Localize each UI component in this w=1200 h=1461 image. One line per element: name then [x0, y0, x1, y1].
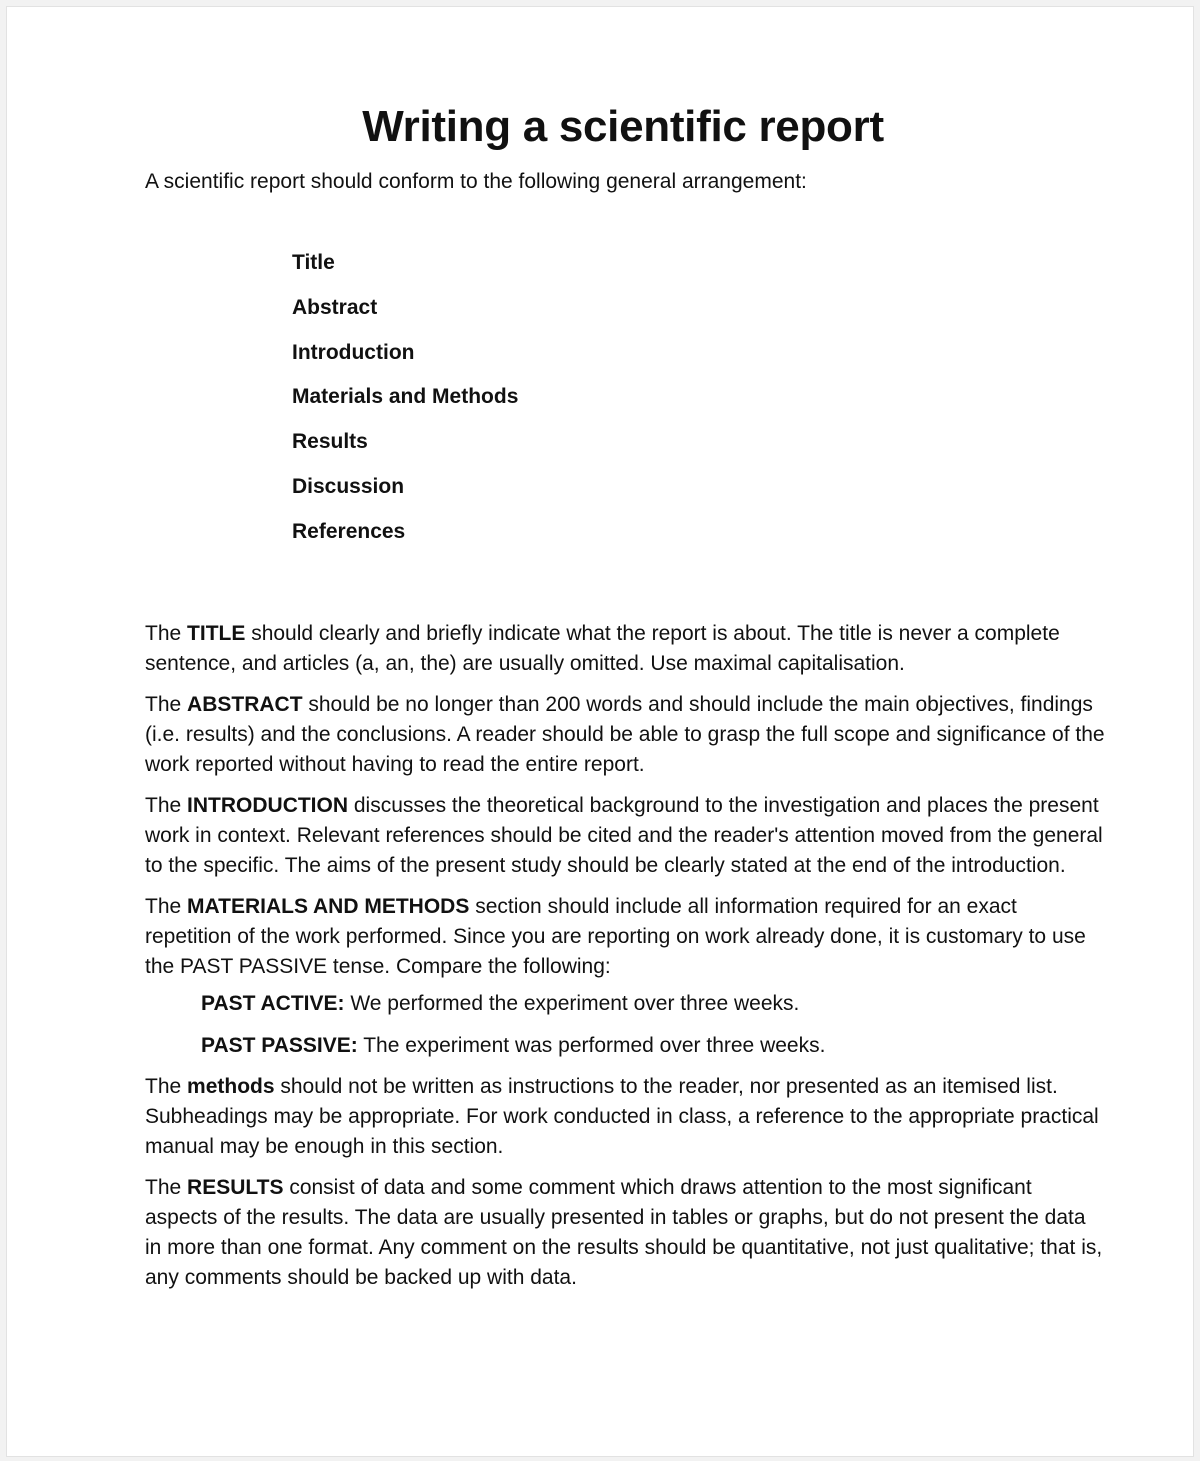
introduction-paragraph [145, 791, 1105, 881]
materials-methods-paragraph [145, 892, 1105, 982]
results-paragraph [145, 1173, 1105, 1293]
tense-examples [145, 988, 1105, 1061]
section-term-abstract: ABSTRACT [187, 693, 303, 716]
section-term-materials-methods: MATERIALS AND METHODS [187, 895, 470, 918]
outline-item-results: Results [292, 430, 368, 454]
past-passive-label: PAST PASSIVE: [201, 1034, 358, 1057]
past-active-text: We performed the experiment over three weeks. [344, 992, 800, 1015]
past-passive-text: The experiment was performed over three weeks. [357, 1034, 826, 1057]
paragraph-text: should be no longer than 200 words and should include the main objectives, findings (i.e. results) and the conclusions. A reader should be able to grasp the full scope and significance of the work reported without having to read the entire report. [145, 693, 1105, 776]
outline-item-discussion: Discussion [292, 474, 405, 498]
paragraph-text: section should include all information required for an exact repetition of the work performed. Since you are reporting on work already done, it is customary to use the PAST PASSIVE tense. Compare the following: [145, 895, 1086, 978]
section-term-results: RESULTS [187, 1176, 284, 1199]
paragraph-text: consist of data and some comment which draws attention to the most significant aspects of the results. The data are usually presented in tables or graphs, but do not present the data in more than one format. Any comment on the results should be quantitative, not just qualitative; that is, any comments should be backed up with data. [145, 1176, 1103, 1289]
abstract-paragraph [145, 690, 1105, 780]
paragraph-lead: The [145, 895, 188, 918]
section-term-title: TITLE [187, 622, 246, 645]
report-outline-list [292, 249, 518, 563]
section-term-methods: methods [187, 1075, 275, 1098]
section-term-introduction: INTRODUCTION [187, 794, 349, 817]
intro-text: A scientific report should conform to the following general arrangement: [145, 170, 807, 193]
paragraph-lead: The [145, 693, 188, 716]
past-passive-example [145, 1030, 1105, 1061]
page-title: Writing a scientific report [362, 102, 884, 151]
outline-item-materials-methods: Materials and Methods [292, 385, 519, 409]
outline-item-abstract: Abstract [292, 295, 378, 319]
body-text [145, 619, 1105, 1304]
paragraph-text: should not be written as instructions to the reader, nor presented as an itemised list. Subheadings may be appropriate. For work conducted in class, a reference to the appropriate practical manual may be enough in this section. [145, 1075, 1099, 1158]
methods-paragraph [145, 1072, 1105, 1162]
paragraph-lead: The [145, 1176, 188, 1199]
title-paragraph [145, 619, 1105, 679]
paragraph-lead: The [145, 794, 188, 817]
outline-item-title: Title [292, 251, 335, 274]
outline-item-introduction: Introduction [292, 340, 415, 364]
document-page [6, 6, 1194, 1457]
past-active-example [145, 988, 1105, 1019]
paragraph-lead: The [145, 1075, 188, 1098]
paragraph-text: should clearly and briefly indicate what the report is about. The title is never a complete sentence, and articles (a, an, the) are usually omitted. Use maximal capitalisation. [145, 622, 1060, 675]
outline-item-references: References [292, 519, 406, 543]
paragraph-lead: The [145, 622, 188, 645]
past-active-label: PAST ACTIVE: [201, 992, 345, 1015]
paragraph-text: discusses the theoretical background to the investigation and places the present work in context. Relevant references should be cited and the reader's attention moved from the general to the specific. The aims of the present study should be clearly stated at the end of the introduction. [145, 794, 1103, 877]
